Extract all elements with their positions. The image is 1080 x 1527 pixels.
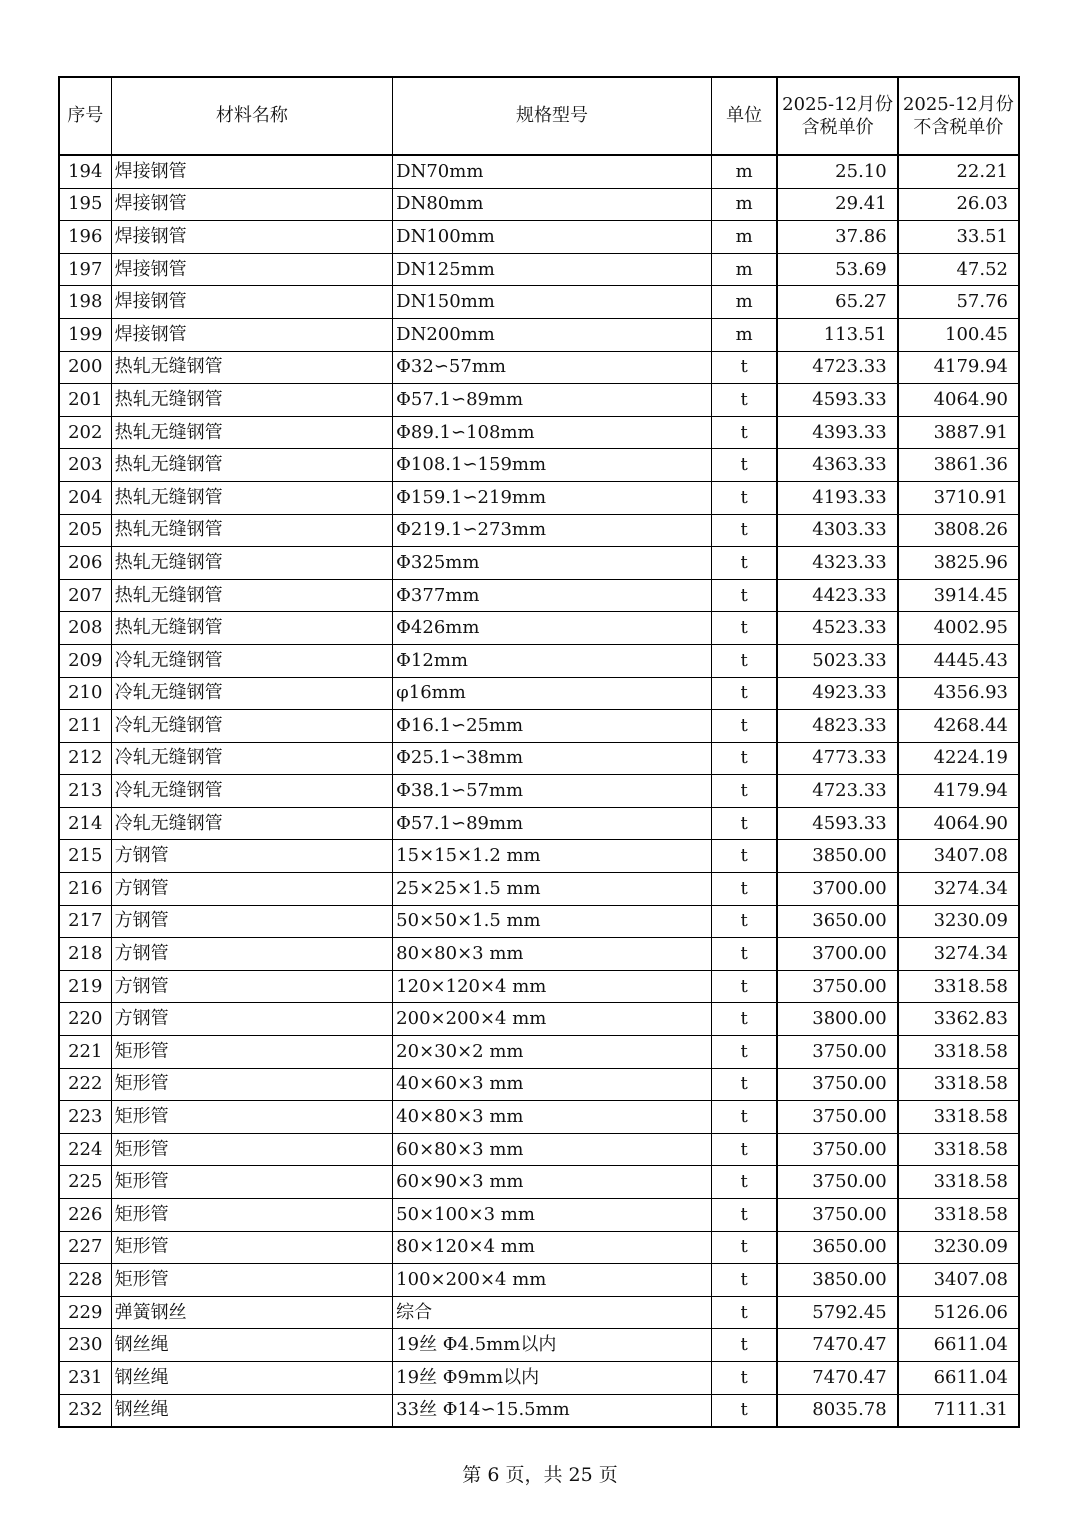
cell-no: 207 <box>59 579 111 612</box>
cell-tax-price: 113.51 <box>777 318 897 351</box>
cell-unit: t <box>711 1101 777 1134</box>
cell-unit: t <box>711 807 777 840</box>
cell-notax-price: 4179.94 <box>898 351 1019 384</box>
cell-notax-price: 4064.90 <box>898 384 1019 417</box>
cell-material-name: 方钢管 <box>111 873 393 906</box>
table-row <box>59 775 1019 808</box>
cell-spec: φ16mm <box>393 677 712 710</box>
cell-material-name: 矩形管 <box>111 1264 393 1297</box>
cell-notax-price: 3407.08 <box>898 1264 1019 1297</box>
cell-unit: t <box>711 481 777 514</box>
cell-no: 196 <box>59 221 111 254</box>
cell-notax-price: 4445.43 <box>898 644 1019 677</box>
cell-tax-price: 4593.33 <box>777 807 897 840</box>
table-row <box>59 547 1019 580</box>
header-no: 序号 <box>59 77 111 155</box>
cell-notax-price: 3362.83 <box>898 1003 1019 1036</box>
table-row <box>59 1394 1019 1427</box>
table-row <box>59 253 1019 286</box>
cell-unit: t <box>711 1361 777 1394</box>
cell-no: 219 <box>59 970 111 1003</box>
cell-unit: t <box>711 416 777 449</box>
cell-material-name: 热轧无缝钢管 <box>111 384 393 417</box>
cell-material-name: 热轧无缝钢管 <box>111 579 393 612</box>
cell-spec: Φ38.1∽57mm <box>393 775 712 808</box>
cell-unit: t <box>711 905 777 938</box>
cell-material-name: 方钢管 <box>111 970 393 1003</box>
table-row <box>59 286 1019 319</box>
cell-tax-price: 4923.33 <box>777 677 897 710</box>
table-row <box>59 612 1019 645</box>
cell-notax-price: 3887.91 <box>898 416 1019 449</box>
cell-tax-price: 4303.33 <box>777 514 897 547</box>
table-row <box>59 1199 1019 1232</box>
cell-no: 199 <box>59 318 111 351</box>
table-body <box>59 155 1019 1427</box>
cell-material-name: 冷轧无缝钢管 <box>111 677 393 710</box>
cell-notax-price: 4268.44 <box>898 710 1019 743</box>
cell-material-name: 钢丝绳 <box>111 1394 393 1427</box>
cell-spec: Φ325mm <box>393 547 712 580</box>
cell-material-name: 钢丝绳 <box>111 1361 393 1394</box>
header-tax-line1: 2025-12月份 <box>782 93 893 115</box>
cell-notax-price: 3274.34 <box>898 873 1019 906</box>
cell-spec: 40×80×3 mm <box>393 1101 712 1134</box>
cell-notax-price: 4002.95 <box>898 612 1019 645</box>
cell-tax-price: 3700.00 <box>777 938 897 971</box>
cell-spec: Φ25.1∽38mm <box>393 742 712 775</box>
cell-no: 231 <box>59 1361 111 1394</box>
cell-spec: Φ57.1∽89mm <box>393 384 712 417</box>
cell-spec: Φ219.1∽273mm <box>393 514 712 547</box>
cell-notax-price: 33.51 <box>898 221 1019 254</box>
cell-no: 201 <box>59 384 111 417</box>
page-footer: 第 6 页，共 25 页 <box>462 1464 618 1486</box>
cell-unit: m <box>711 318 777 351</box>
table-header <box>59 77 1019 155</box>
cell-notax-price: 3318.58 <box>898 1199 1019 1232</box>
header-notax-line2: 不含税单价 <box>913 117 1004 138</box>
cell-no: 229 <box>59 1296 111 1329</box>
cell-material-name: 冷轧无缝钢管 <box>111 710 393 743</box>
cell-notax-price: 3825.96 <box>898 547 1019 580</box>
cell-tax-price: 4393.33 <box>777 416 897 449</box>
cell-tax-price: 37.86 <box>777 221 897 254</box>
cell-no: 232 <box>59 1394 111 1427</box>
cell-tax-price: 4193.33 <box>777 481 897 514</box>
table-row <box>59 155 1019 188</box>
cell-unit: t <box>711 677 777 710</box>
cell-no: 197 <box>59 253 111 286</box>
cell-spec: DN150mm <box>393 286 712 319</box>
header-row <box>59 77 1019 155</box>
cell-notax-price: 3318.58 <box>898 1133 1019 1166</box>
table-row <box>59 807 1019 840</box>
cell-unit: t <box>711 775 777 808</box>
cell-material-name: 焊接钢管 <box>111 221 393 254</box>
header-spec: 规格型号 <box>393 77 712 155</box>
cell-tax-price: 29.41 <box>777 188 897 221</box>
cell-notax-price: 3407.08 <box>898 840 1019 873</box>
cell-notax-price: 3318.58 <box>898 1068 1019 1101</box>
cell-spec: Φ159.1∽219mm <box>393 481 712 514</box>
cell-unit: m <box>711 221 777 254</box>
cell-spec: 80×120×4 mm <box>393 1231 712 1264</box>
cell-material-name: 方钢管 <box>111 1003 393 1036</box>
cell-material-name: 热轧无缝钢管 <box>111 547 393 580</box>
cell-notax-price: 3274.34 <box>898 938 1019 971</box>
cell-no: 215 <box>59 840 111 873</box>
cell-tax-price: 3650.00 <box>777 905 897 938</box>
table-row <box>59 1166 1019 1199</box>
cell-tax-price: 3800.00 <box>777 1003 897 1036</box>
cell-unit: t <box>711 579 777 612</box>
cell-tax-price: 5023.33 <box>777 644 897 677</box>
cell-notax-price: 3808.26 <box>898 514 1019 547</box>
cell-spec: DN80mm <box>393 188 712 221</box>
cell-notax-price: 6611.04 <box>898 1329 1019 1362</box>
cell-no: 194 <box>59 155 111 188</box>
cell-material-name: 热轧无缝钢管 <box>111 481 393 514</box>
cell-no: 224 <box>59 1133 111 1166</box>
cell-spec: 33丝 Φ14∽15.5mm <box>393 1394 712 1427</box>
cell-tax-price: 7470.47 <box>777 1329 897 1362</box>
cell-tax-price: 3750.00 <box>777 1036 897 1069</box>
cell-spec: 80×80×3 mm <box>393 938 712 971</box>
cell-no: 222 <box>59 1068 111 1101</box>
cell-notax-price: 3318.58 <box>898 970 1019 1003</box>
cell-tax-price: 3750.00 <box>777 1199 897 1232</box>
cell-material-name: 焊接钢管 <box>111 286 393 319</box>
cell-unit: t <box>711 351 777 384</box>
cell-tax-price: 3700.00 <box>777 873 897 906</box>
cell-no: 225 <box>59 1166 111 1199</box>
cell-spec: 200×200×4 mm <box>393 1003 712 1036</box>
cell-notax-price: 3230.09 <box>898 905 1019 938</box>
header-notax-price <box>898 77 1019 155</box>
cell-notax-price: 6611.04 <box>898 1361 1019 1394</box>
cell-no: 209 <box>59 644 111 677</box>
cell-tax-price: 5792.45 <box>777 1296 897 1329</box>
cell-unit: t <box>711 1068 777 1101</box>
cell-unit: t <box>711 1003 777 1036</box>
cell-no: 221 <box>59 1036 111 1069</box>
cell-tax-price: 4593.33 <box>777 384 897 417</box>
cell-material-name: 焊接钢管 <box>111 155 393 188</box>
cell-unit: t <box>711 938 777 971</box>
cell-no: 210 <box>59 677 111 710</box>
cell-tax-price: 25.10 <box>777 155 897 188</box>
cell-notax-price: 3914.45 <box>898 579 1019 612</box>
cell-tax-price: 7470.47 <box>777 1361 897 1394</box>
cell-unit: t <box>711 514 777 547</box>
table-row <box>59 384 1019 417</box>
cell-no: 205 <box>59 514 111 547</box>
table-row <box>59 318 1019 351</box>
cell-spec: DN200mm <box>393 318 712 351</box>
cell-no: 195 <box>59 188 111 221</box>
cell-spec: Φ426mm <box>393 612 712 645</box>
cell-material-name: 矩形管 <box>111 1101 393 1134</box>
table-row <box>59 221 1019 254</box>
cell-material-name: 冷轧无缝钢管 <box>111 742 393 775</box>
header-name: 材料名称 <box>111 77 393 155</box>
cell-tax-price: 4363.33 <box>777 449 897 482</box>
cell-unit: t <box>711 644 777 677</box>
table-row <box>59 579 1019 612</box>
cell-material-name: 矩形管 <box>111 1068 393 1101</box>
cell-tax-price: 4723.33 <box>777 775 897 808</box>
cell-spec: Φ12mm <box>393 644 712 677</box>
header-notax-line1: 2025-12月份 <box>902 93 1014 115</box>
cell-no: 220 <box>59 1003 111 1036</box>
cell-tax-price: 4523.33 <box>777 612 897 645</box>
cell-unit: t <box>711 1296 777 1329</box>
cell-no: 226 <box>59 1199 111 1232</box>
cell-unit: t <box>711 710 777 743</box>
cell-no: 208 <box>59 612 111 645</box>
cell-spec: 15×15×1.2 mm <box>393 840 712 873</box>
table-row <box>59 840 1019 873</box>
cell-material-name: 冷轧无缝钢管 <box>111 644 393 677</box>
cell-spec: 120×120×4 mm <box>393 970 712 1003</box>
cell-material-name: 焊接钢管 <box>111 188 393 221</box>
cell-notax-price: 22.21 <box>898 155 1019 188</box>
cell-notax-price: 57.76 <box>898 286 1019 319</box>
cell-unit: t <box>711 612 777 645</box>
cell-unit: t <box>711 970 777 1003</box>
cell-material-name: 矩形管 <box>111 1199 393 1232</box>
cell-spec: 100×200×4 mm <box>393 1264 712 1297</box>
cell-notax-price: 3318.58 <box>898 1036 1019 1069</box>
table-row <box>59 1003 1019 1036</box>
cell-unit: t <box>711 1394 777 1427</box>
table-row <box>59 1264 1019 1297</box>
cell-unit: m <box>711 253 777 286</box>
table-row <box>59 351 1019 384</box>
table-row <box>59 1231 1019 1264</box>
cell-spec: Φ89.1∽108mm <box>393 416 712 449</box>
table-row <box>59 416 1019 449</box>
cell-no: 216 <box>59 873 111 906</box>
cell-notax-price: 3318.58 <box>898 1101 1019 1134</box>
cell-material-name: 冷轧无缝钢管 <box>111 775 393 808</box>
cell-no: 211 <box>59 710 111 743</box>
cell-notax-price: 4179.94 <box>898 775 1019 808</box>
cell-unit: t <box>711 873 777 906</box>
table-row <box>59 1296 1019 1329</box>
cell-unit: m <box>711 155 777 188</box>
table-row <box>59 677 1019 710</box>
table-row <box>59 514 1019 547</box>
cell-notax-price: 5126.06 <box>898 1296 1019 1329</box>
table-row <box>59 481 1019 514</box>
cell-unit: m <box>711 188 777 221</box>
cell-no: 228 <box>59 1264 111 1297</box>
cell-material-name: 热轧无缝钢管 <box>111 514 393 547</box>
cell-no: 223 <box>59 1101 111 1134</box>
cell-material-name: 热轧无缝钢管 <box>111 612 393 645</box>
cell-material-name: 热轧无缝钢管 <box>111 416 393 449</box>
table-row <box>59 742 1019 775</box>
cell-material-name: 矩形管 <box>111 1036 393 1069</box>
cell-spec: Φ57.1∽89mm <box>393 807 712 840</box>
cell-material-name: 冷轧无缝钢管 <box>111 807 393 840</box>
table-row <box>59 938 1019 971</box>
cell-material-name: 弹簧钢丝 <box>111 1296 393 1329</box>
cell-unit: t <box>711 449 777 482</box>
cell-spec: 50×50×1.5 mm <box>393 905 712 938</box>
cell-spec: 60×90×3 mm <box>393 1166 712 1199</box>
cell-notax-price: 100.45 <box>898 318 1019 351</box>
table-row <box>59 188 1019 221</box>
cell-no: 217 <box>59 905 111 938</box>
cell-tax-price: 4323.33 <box>777 547 897 580</box>
table-row <box>59 970 1019 1003</box>
cell-tax-price: 3750.00 <box>777 1101 897 1134</box>
cell-spec: DN70mm <box>393 155 712 188</box>
cell-tax-price: 3750.00 <box>777 970 897 1003</box>
header-tax-line2: 含税单价 <box>801 117 874 138</box>
table-row <box>59 1068 1019 1101</box>
cell-notax-price: 7111.31 <box>898 1394 1019 1427</box>
table-row <box>59 1361 1019 1394</box>
table-row <box>59 449 1019 482</box>
cell-spec: 19丝 Φ4.5mm以内 <box>393 1329 712 1362</box>
cell-no: 202 <box>59 416 111 449</box>
cell-material-name: 方钢管 <box>111 938 393 971</box>
cell-spec: 40×60×3 mm <box>393 1068 712 1101</box>
cell-tax-price: 3750.00 <box>777 1068 897 1101</box>
cell-spec: 20×30×2 mm <box>393 1036 712 1069</box>
cell-tax-price: 3850.00 <box>777 840 897 873</box>
cell-no: 200 <box>59 351 111 384</box>
price-table <box>58 76 1020 1428</box>
cell-material-name: 热轧无缝钢管 <box>111 351 393 384</box>
cell-tax-price: 3750.00 <box>777 1133 897 1166</box>
cell-spec: Φ108.1∽159mm <box>393 449 712 482</box>
cell-unit: t <box>711 1133 777 1166</box>
cell-notax-price: 26.03 <box>898 188 1019 221</box>
cell-tax-price: 53.69 <box>777 253 897 286</box>
cell-unit: m <box>711 286 777 319</box>
cell-no: 230 <box>59 1329 111 1362</box>
cell-unit: t <box>711 384 777 417</box>
cell-no: 214 <box>59 807 111 840</box>
table-row <box>59 710 1019 743</box>
cell-tax-price: 4723.33 <box>777 351 897 384</box>
cell-spec: 50×100×3 mm <box>393 1199 712 1232</box>
cell-spec: Φ32∽57mm <box>393 351 712 384</box>
cell-no: 218 <box>59 938 111 971</box>
cell-material-name: 方钢管 <box>111 840 393 873</box>
cell-unit: t <box>711 1231 777 1264</box>
cell-material-name: 矩形管 <box>111 1133 393 1166</box>
cell-no: 204 <box>59 481 111 514</box>
cell-material-name: 矩形管 <box>111 1166 393 1199</box>
cell-no: 227 <box>59 1231 111 1264</box>
table-row <box>59 873 1019 906</box>
table-row <box>59 1329 1019 1362</box>
cell-unit: t <box>711 547 777 580</box>
cell-notax-price: 47.52 <box>898 253 1019 286</box>
cell-spec: 综合 <box>393 1296 712 1329</box>
cell-spec: 60×80×3 mm <box>393 1133 712 1166</box>
cell-spec: 25×25×1.5 mm <box>393 873 712 906</box>
cell-tax-price: 3750.00 <box>777 1166 897 1199</box>
table-row <box>59 1101 1019 1134</box>
cell-notax-price: 4356.93 <box>898 677 1019 710</box>
cell-tax-price: 3850.00 <box>777 1264 897 1297</box>
cell-unit: t <box>711 1166 777 1199</box>
cell-notax-price: 3318.58 <box>898 1166 1019 1199</box>
cell-no: 203 <box>59 449 111 482</box>
cell-spec: DN100mm <box>393 221 712 254</box>
table-row <box>59 1036 1019 1069</box>
cell-notax-price: 3710.91 <box>898 481 1019 514</box>
cell-tax-price: 4773.33 <box>777 742 897 775</box>
cell-tax-price: 65.27 <box>777 286 897 319</box>
cell-material-name: 焊接钢管 <box>111 253 393 286</box>
header-unit: 单位 <box>711 77 777 155</box>
cell-unit: t <box>711 840 777 873</box>
table-row <box>59 905 1019 938</box>
cell-no: 206 <box>59 547 111 580</box>
cell-no: 198 <box>59 286 111 319</box>
table-row <box>59 644 1019 677</box>
table-row <box>59 1133 1019 1166</box>
cell-spec: Φ377mm <box>393 579 712 612</box>
cell-unit: t <box>711 1264 777 1297</box>
cell-unit: t <box>711 1199 777 1232</box>
cell-spec: 19丝 Φ9mm以内 <box>393 1361 712 1394</box>
cell-tax-price: 4823.33 <box>777 710 897 743</box>
cell-no: 212 <box>59 742 111 775</box>
cell-spec: DN125mm <box>393 253 712 286</box>
cell-notax-price: 4064.90 <box>898 807 1019 840</box>
cell-unit: t <box>711 1036 777 1069</box>
cell-material-name: 热轧无缝钢管 <box>111 449 393 482</box>
cell-tax-price: 4423.33 <box>777 579 897 612</box>
cell-notax-price: 3230.09 <box>898 1231 1019 1264</box>
cell-material-name: 焊接钢管 <box>111 318 393 351</box>
cell-tax-price: 8035.78 <box>777 1394 897 1427</box>
header-tax-price <box>777 77 897 155</box>
cell-tax-price: 3650.00 <box>777 1231 897 1264</box>
cell-no: 213 <box>59 775 111 808</box>
cell-unit: t <box>711 1329 777 1362</box>
cell-notax-price: 3861.36 <box>898 449 1019 482</box>
cell-spec: Φ16.1∽25mm <box>393 710 712 743</box>
cell-material-name: 钢丝绳 <box>111 1329 393 1362</box>
cell-material-name: 矩形管 <box>111 1231 393 1264</box>
cell-notax-price: 4224.19 <box>898 742 1019 775</box>
cell-material-name: 方钢管 <box>111 905 393 938</box>
cell-unit: t <box>711 742 777 775</box>
